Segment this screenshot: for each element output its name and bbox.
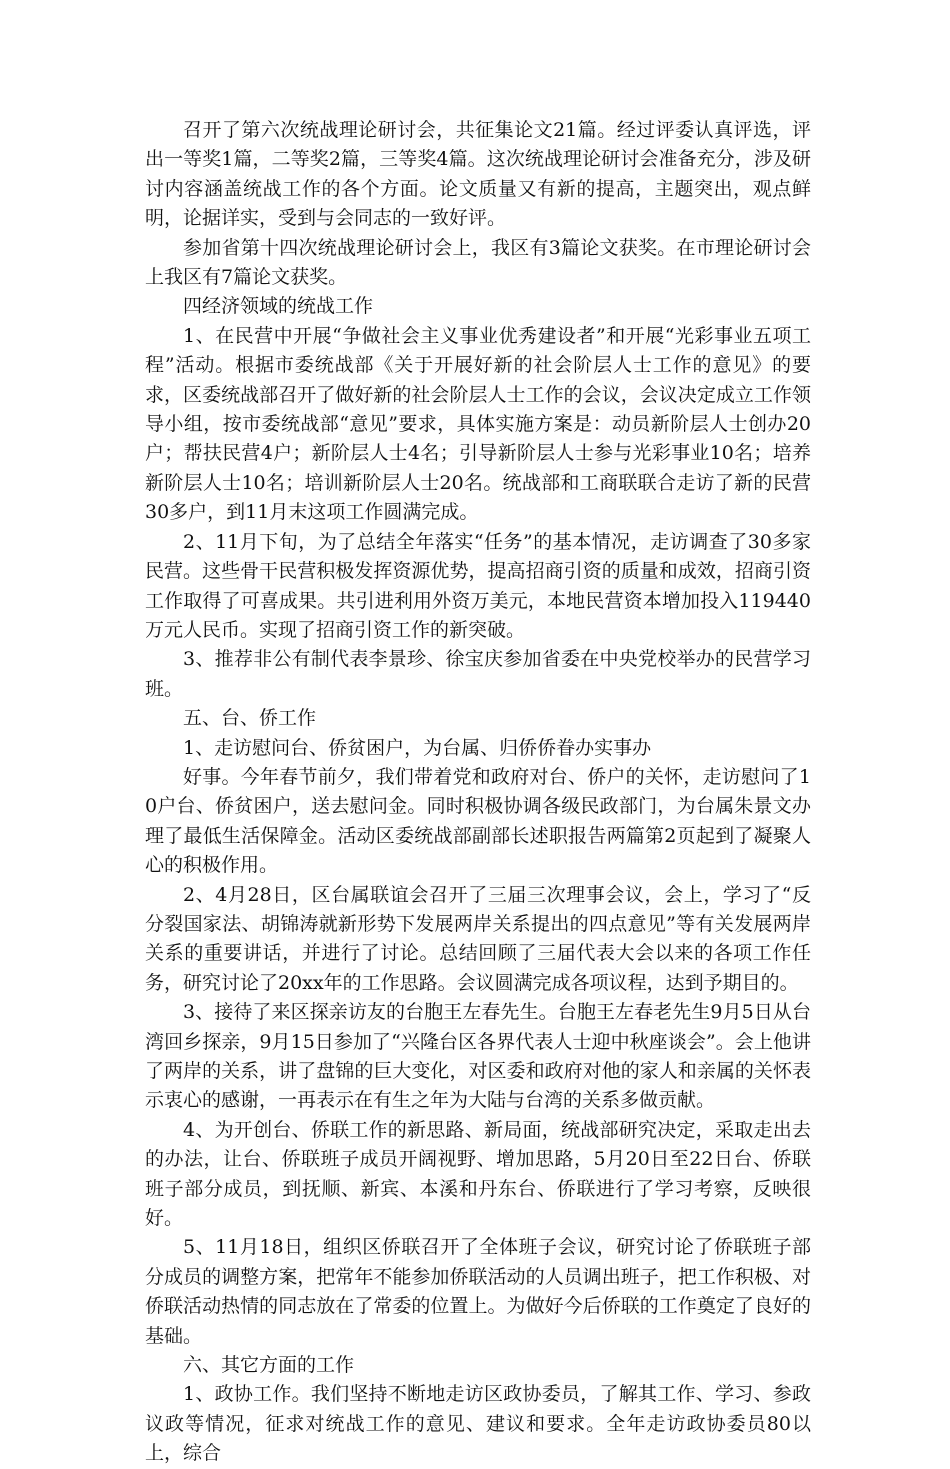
paragraph-taiwan-item-4: 4、为开创台、侨联工作的新思路、新局面，统战部研究决定，采取走出去的办法，让台、侨联班子成员开阔视野、增加思路，5月20日至22日台、侨联班子部分成员，到抚顺、新宾、本溪和丹东台、侨联进行了学习考察，反映很好。 <box>145 1118 811 1230</box>
paragraph-taiwan-item-5: 5、11月18日，组织区侨联召开了全体班子会议，研究讨论了侨联班子部分成员的调整方案，把常年不能参加侨联活动的人员调出班子，把工作积极、对侨联活动热情的同志放在了常委的位置上。为做好今后侨联的工作奠定了良好的基础。 <box>145 1236 811 1347</box>
paragraph-taiwan-item-2: 2、4月28日，区台属联谊会召开了三届三次理事会议，会上，学习了“反分裂国家法、胡锦涛就新形势下发展两岸关系提出的四点意见”等有关发展两岸关系的重要讲话，并进行了讨论。总结回顾了三届代表大会以来的各项工作任务，研究讨论了20xx年的工作思路。会议圆满完成各项议程，达到予期目的。 <box>145 883 811 994</box>
paragraph-taiwan-item-3: 3、接待了来区探亲访友的台胞王左春先生。台胞王左春老先生9月5日从台湾回乡探亲，9月15日参加了“兴隆台区各界代表人士迎中秋座谈会”。会上他讲了两岸的关系，讲了盘锦的巨大变化，对区委和政府对他的家人和亲属的关怀表示衷心的感谢，一再表示在有生之年为大陆与台湾的关系多做贡献。 <box>145 1001 811 1112</box>
paragraph-taiwan-item-1-continued: 好事。今年春节前夕，我们带着党和政府对台、侨户的关怀，走访慰问了10户台、侨贫困户，送去慰问金。同时积极协调各级民政部门，为台属朱景文办理了最低生活保障金。活动区委统战部副部长述职报告两篇第2页起到了凝聚人心的积极作用。 <box>145 765 811 877</box>
paragraph-taiwan-item-1: 1、走访慰问台、侨贫困户，为台属、归侨侨眷办实事办 <box>183 736 652 759</box>
section-heading-economic: 四经济领域的统战工作 <box>183 295 374 318</box>
paragraph-award-results: 参加省第十四次统战理论研讨会上，我区有3篇论文获奖。在市理论研讨会上我区有7篇论文获奖。 <box>145 236 811 289</box>
paragraph-cppcc-work: 1、政协工作。我们坚持不断地走访区政协委员，了解其工作、学习、参政议政等情况，征求对统战工作的意见、建议和要求。全年走访政协委员80以上，综合 <box>145 1383 811 1465</box>
document-body <box>145 116 811 1469</box>
section-heading-taiwan-overseas: 五、台、侨工作 <box>183 707 317 730</box>
paragraph-economic-item-1: 1、在民营中开展“争做社会主义事业优秀建设者”和开展“光彩事业五项工程”活动。根据市委统战部《关于开展好新的社会阶层人士工作的意见》的要求，区委统战部召开了做好新的社会阶层人士工作的会议，会议决定成立工作领导小组，按市委统战部“意见”要求，具体实施方案是：动员新阶层人士创办20户；帮扶民营4户；新阶层人士4名；引导新阶层人士参与光彩事业10名；培养新阶层人士10名；培训新阶层人士20名。统战部和工商联联合走访了新的民营30多户，到11月末这项工作圆满完成。 <box>145 324 811 524</box>
paragraph-economic-item-2: 2、11月下旬，为了总结全年落实“任务”的基本情况，走访调查了30多家民营。这些骨干民营积极发挥资源优势，提高招商引资的质量和成效，招商引资工作取得了可喜成果。共引进利用外资万美元，本地民营资本增加投入119440万元人民币。实现了招商引资工作的新突破。 <box>145 530 811 641</box>
section-heading-other-work: 六、其它方面的工作 <box>183 1354 355 1377</box>
paragraph-seminar-summary: 召开了第六次统战理论研讨会，共征集论文21篇。经过评委认真评选，评出一等奖1篇，二等奖2篇，三等奖4篇。这次统战理论研讨会准备充分，涉及研讨内容涵盖统战工作的各个方面。论文质量又有新的提高，主题突出，观点鲜明，论据详实，受到与会同志的一致好评。 <box>145 119 811 230</box>
paragraph-economic-item-3: 3、推荐非公有制代表李景珍、徐宝庆参加省委在中央党校举办的民营学习班。 <box>145 648 811 700</box>
